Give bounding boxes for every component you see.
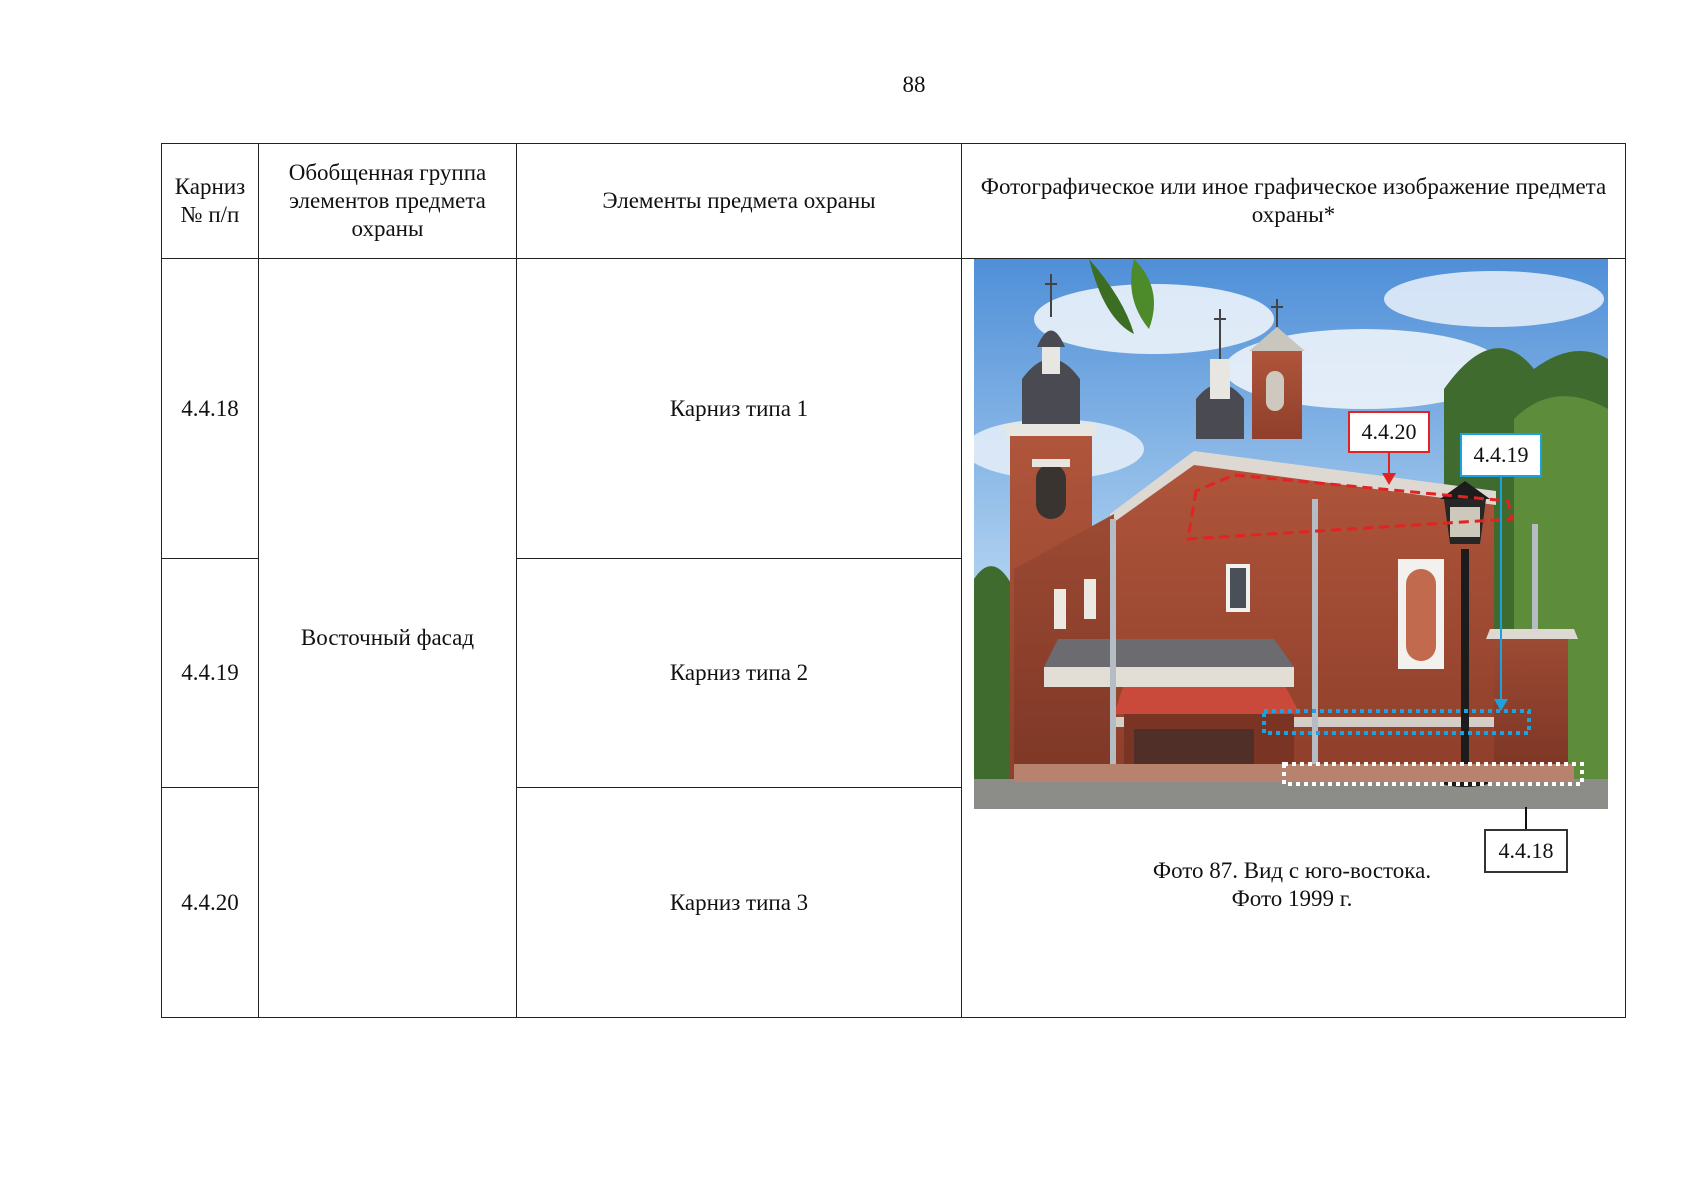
photo-cell [962, 259, 1626, 1018]
label-18-arrow [1525, 807, 1527, 829]
page-number: 88 [902, 72, 926, 97]
cell-element: Карниз типа 2 [517, 559, 962, 788]
caption-line-2: Фото 1999 г. [1231, 886, 1353, 911]
cell-number: 4.4.19 [162, 559, 259, 788]
header-image: Фотографическое или иное графическое изображение предмета охраны* [962, 144, 1626, 259]
cell-group: Восточный фасад [259, 259, 517, 1018]
cell-number: 4.4.20 [162, 788, 259, 1018]
cell-element: Карниз типа 3 [517, 788, 962, 1018]
header-group: Обобщенная группа элементов предмета охраны [259, 144, 517, 259]
cell-number: 4.4.18 [162, 259, 259, 559]
header-elements: Элементы предмета охраны [517, 144, 962, 259]
label-20: 4.4.20 [1361, 419, 1417, 444]
church-photo [974, 259, 1608, 809]
table-header-row [162, 144, 1626, 259]
label-18: 4.4.18 [1498, 838, 1554, 863]
protection-elements-table [161, 143, 1626, 1018]
cell-element: Карниз типа 1 [517, 259, 962, 559]
caption [962, 857, 1622, 913]
label-19: 4.4.19 [1473, 442, 1529, 467]
table-row [162, 259, 1626, 559]
header-number: Карниз № п/п [162, 144, 259, 259]
caption-line-1: Фото 87. Вид с юго-востока. [1152, 858, 1432, 883]
